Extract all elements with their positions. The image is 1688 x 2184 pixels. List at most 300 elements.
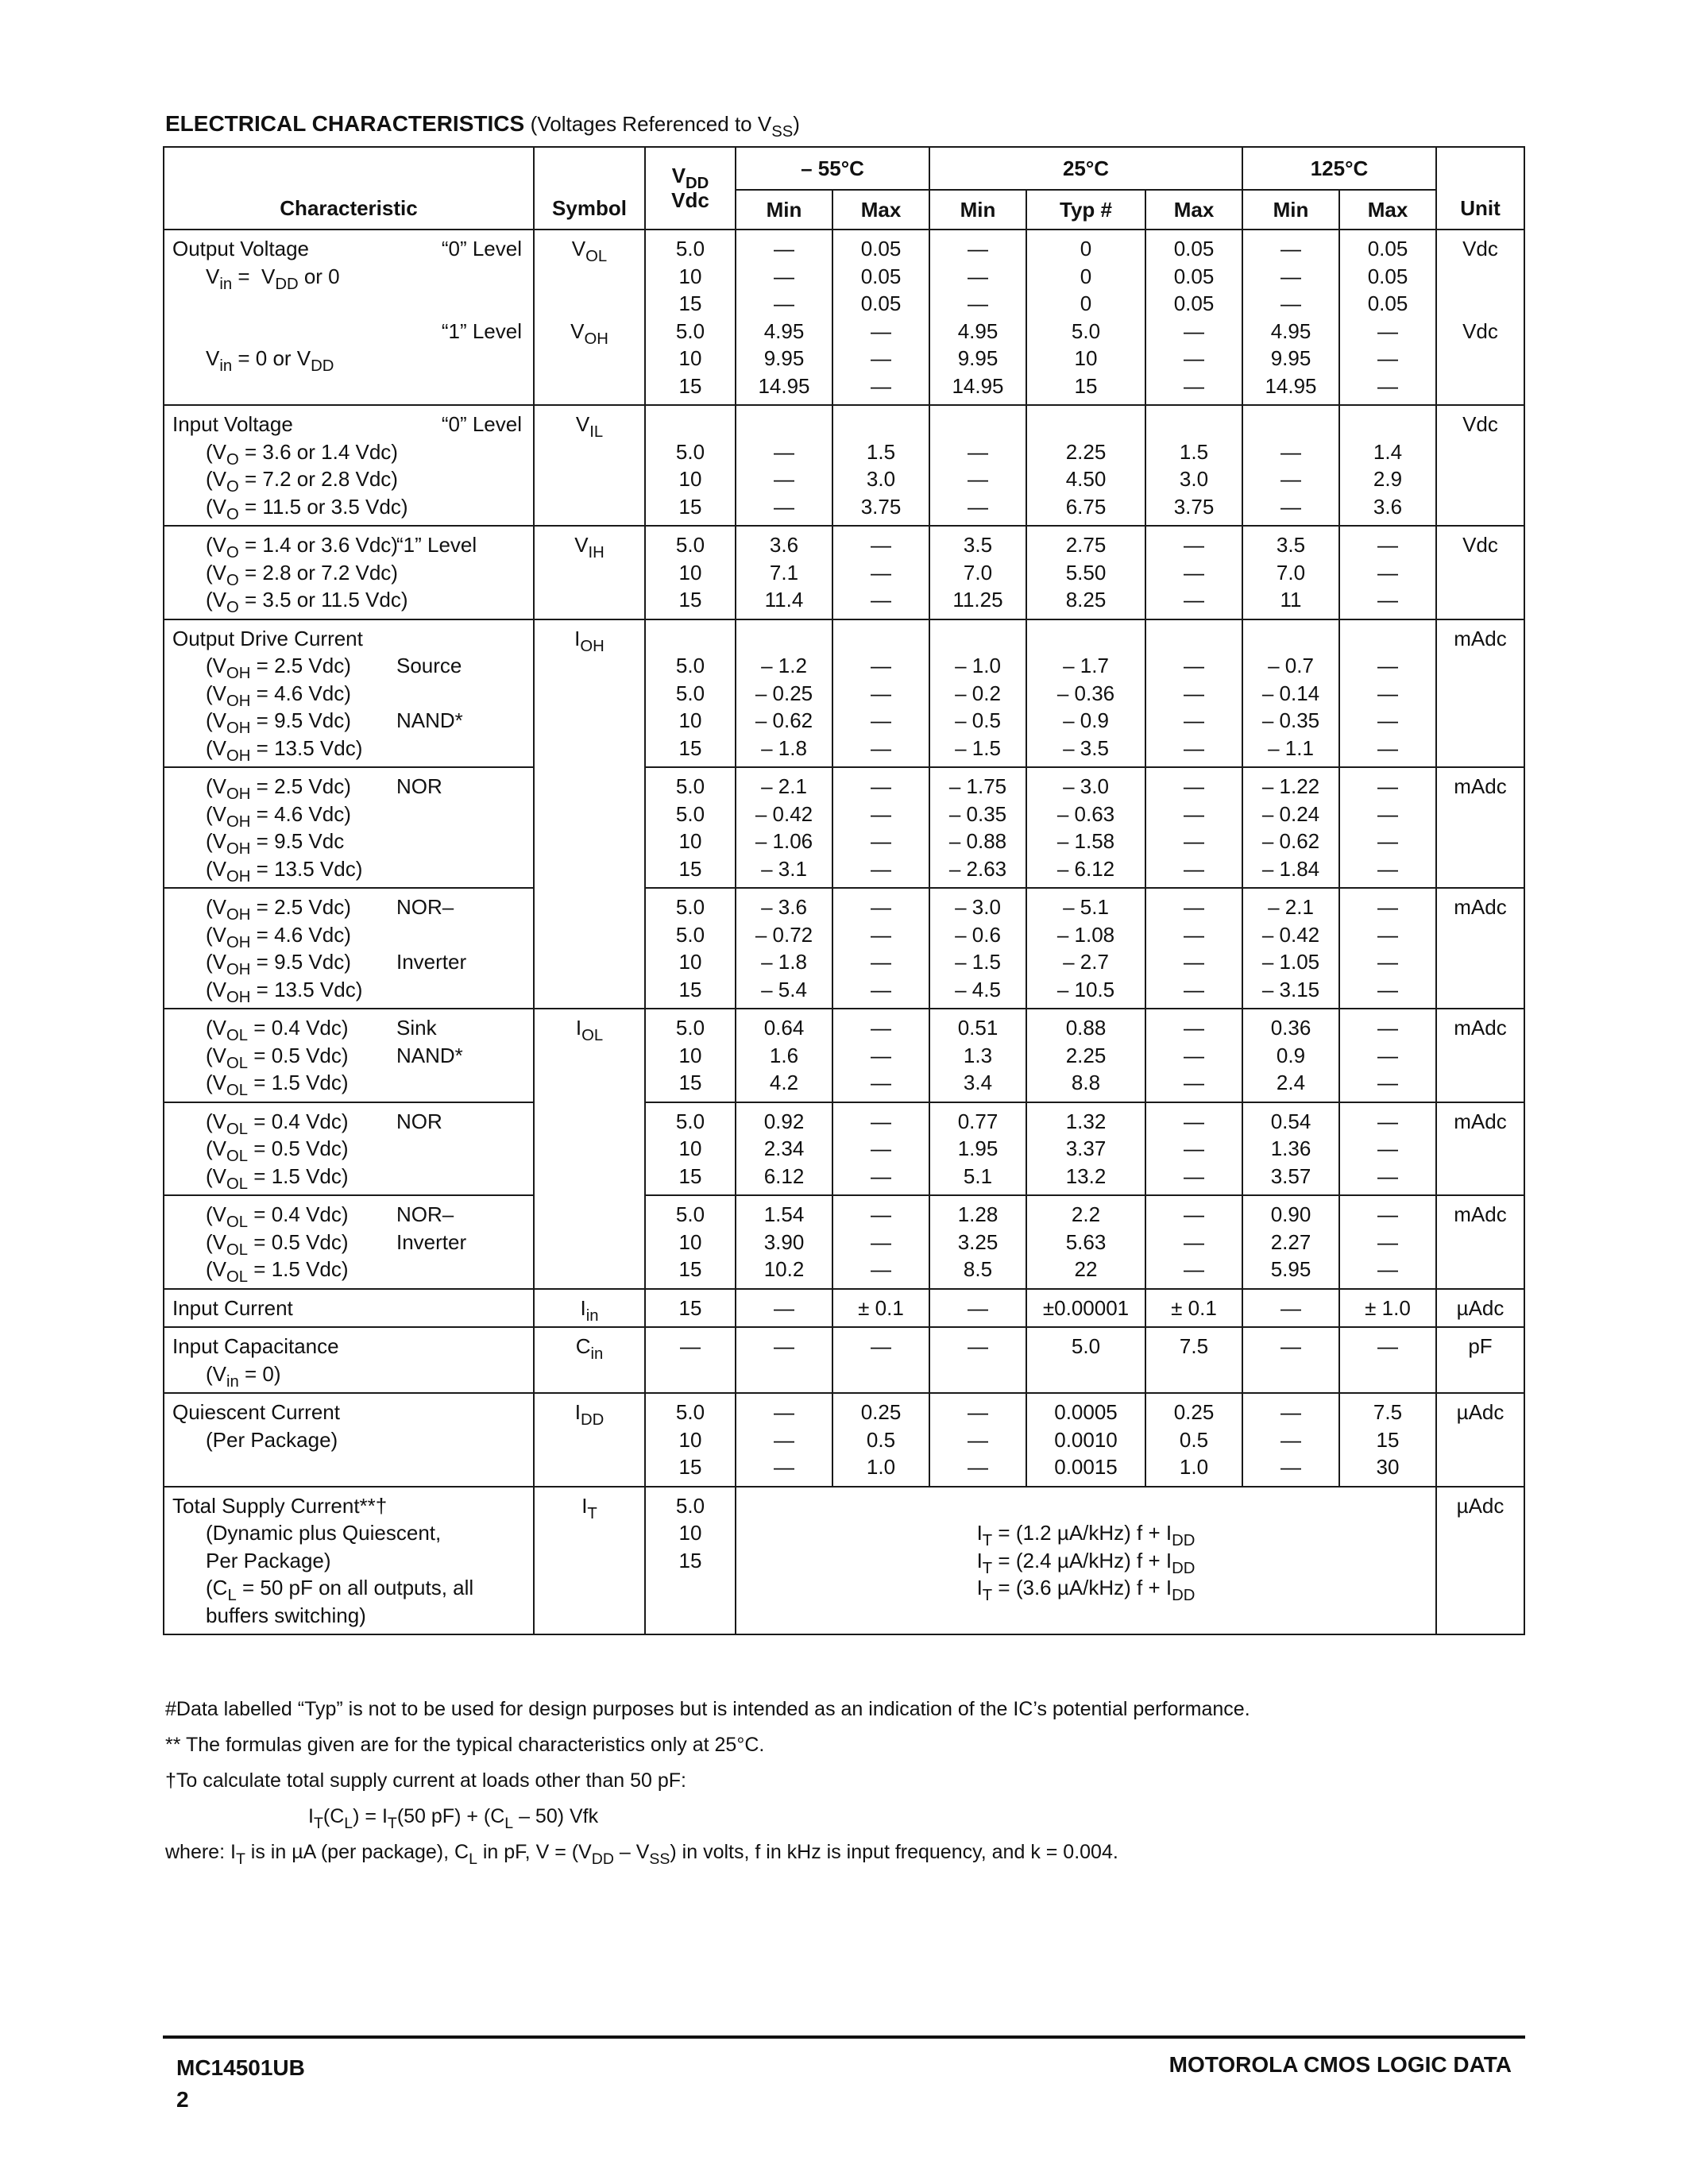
value: 2.2 bbox=[1071, 1202, 1101, 1226]
cell-vdd bbox=[645, 405, 736, 526]
cell-min-minus55: — bbox=[736, 1289, 832, 1328]
cell-vdd bbox=[645, 1195, 736, 1289]
value: – 1.22 bbox=[1261, 774, 1320, 798]
value: 5.0 bbox=[675, 681, 705, 705]
cell-vdd bbox=[645, 1487, 736, 1635]
value: 14.95 bbox=[952, 373, 1004, 398]
value: — bbox=[1377, 708, 1398, 732]
value: 5.0 bbox=[675, 1400, 705, 1424]
value: 15 bbox=[1376, 1427, 1400, 1452]
cell-max-minus55 bbox=[832, 888, 929, 1009]
header-max: Max bbox=[832, 190, 929, 230]
value: 15 bbox=[678, 291, 702, 315]
header-max: Max bbox=[1145, 190, 1242, 230]
cell-max-125 bbox=[1339, 1393, 1436, 1487]
cell-max-25: ± 0.1 bbox=[1145, 1289, 1242, 1328]
value: 0.05 bbox=[1367, 237, 1408, 260]
cell-typ-25 bbox=[1026, 888, 1145, 1009]
row-input-voltage-low bbox=[164, 405, 1524, 526]
value: — bbox=[1377, 1229, 1398, 1254]
cell-symbol: $V_{OL}$ $V_{OH}$ bbox=[534, 230, 645, 405]
cell-characteristic bbox=[164, 1009, 534, 1102]
value: 0.05 bbox=[860, 264, 902, 288]
condition-line: ($V_O = 11.5$ or 3.5 Vdc) bbox=[206, 494, 408, 523]
value: — bbox=[1377, 856, 1398, 881]
value: — bbox=[1377, 1071, 1398, 1094]
page-title: ELECTRICAL CHARACTERISTICS (Voltages Referenced to $V_{SS}$) bbox=[165, 111, 800, 141]
header-temp-125: 125°C bbox=[1242, 147, 1436, 190]
value: — bbox=[1184, 1071, 1204, 1094]
cell-max-minus55 bbox=[832, 1102, 929, 1196]
condition-line: ($V_{OH} = 2.5$ Vdc) NOR bbox=[206, 774, 442, 804]
cell-max-25 bbox=[1145, 1102, 1242, 1196]
condition-line: ($V_{OH} = 13.5$ Vdc) bbox=[206, 977, 363, 1006]
value: — bbox=[871, 829, 891, 853]
condition-line: ($V_{OL} = 0.5$ Vdc) bbox=[206, 1136, 349, 1166]
value: — bbox=[774, 439, 794, 464]
value: — bbox=[1184, 654, 1204, 677]
value: — bbox=[871, 1257, 891, 1281]
cell-unit: mAdc bbox=[1436, 767, 1524, 888]
value: — bbox=[871, 977, 891, 1001]
value: — bbox=[1377, 1043, 1398, 1067]
cell-min-minus55 bbox=[736, 405, 832, 526]
condition-line: ($V_O = 7.2$ or 2.8 Vdc) bbox=[206, 467, 398, 496]
footnote-equation: $I_T(C_L) = I_T(50$ $pF) + (C_L - 50)$ Vfk bbox=[308, 1805, 599, 1832]
cell-typ-25: 5.0 bbox=[1026, 1327, 1145, 1393]
value: 9.95 bbox=[1270, 346, 1311, 370]
cell-min-125: — bbox=[1242, 1327, 1339, 1393]
value: – 1.0 bbox=[955, 654, 1001, 677]
value: 5.1 bbox=[963, 1163, 993, 1188]
value: 3.0 bbox=[1179, 467, 1209, 491]
value: 1.32 bbox=[1065, 1109, 1107, 1133]
condition-line: ($V_{OH} = 2.5$ Vdc) NOR– bbox=[206, 895, 454, 924]
value: — bbox=[1377, 654, 1398, 677]
value: — bbox=[1280, 494, 1301, 519]
value: — bbox=[1184, 318, 1204, 343]
value: 14.95 bbox=[1265, 373, 1317, 398]
value: — bbox=[1184, 1163, 1204, 1188]
cell-typ-25 bbox=[1026, 230, 1145, 405]
value: – 0.2 bbox=[955, 681, 1001, 705]
cell-unit: µAdc bbox=[1436, 1289, 1524, 1328]
cell-min-minus55: — bbox=[736, 1327, 832, 1393]
value: 0.36 bbox=[1270, 1016, 1311, 1040]
cell-unit: mAdc bbox=[1436, 1009, 1524, 1102]
cell-typ-25 bbox=[1026, 1009, 1145, 1102]
value: 5.0 bbox=[675, 318, 705, 343]
value: — bbox=[1184, 774, 1204, 798]
cell-max-125: ± 1.0 bbox=[1339, 1289, 1436, 1328]
value: 3.5 bbox=[1276, 533, 1306, 557]
cell-symbol: $I_{OH}$ bbox=[534, 619, 645, 1009]
cell-typ-25 bbox=[1026, 1393, 1145, 1487]
cell-unit: µAdc bbox=[1436, 1393, 1524, 1487]
cell-max-25 bbox=[1145, 230, 1242, 405]
cell-vdd bbox=[645, 230, 736, 405]
cell-max-125: — bbox=[1339, 1327, 1436, 1393]
value: 3.57 bbox=[1270, 1163, 1311, 1188]
value: 0.05 bbox=[1173, 291, 1215, 315]
value: 5.0 bbox=[675, 801, 705, 826]
value: 5.0 bbox=[675, 439, 705, 464]
value: — bbox=[1377, 346, 1398, 370]
cell-max-125 bbox=[1339, 405, 1436, 526]
value: 0.88 bbox=[1065, 1016, 1107, 1040]
value: 0.51 bbox=[957, 1016, 999, 1040]
value: – 5.4 bbox=[761, 977, 807, 1001]
cell-characteristic: Quiescent Current (Per Package) bbox=[164, 1393, 534, 1487]
cell-vdd bbox=[645, 1393, 736, 1487]
cell-vdd bbox=[645, 526, 736, 619]
value: – 0.62 bbox=[1261, 829, 1320, 853]
value: – 1.5 bbox=[955, 950, 1001, 974]
condition-line: ($V_{OH} = 4.6$ Vdc) bbox=[206, 681, 351, 710]
cell-min-25 bbox=[929, 1009, 1026, 1102]
value: 1.36 bbox=[1270, 1136, 1311, 1160]
value: — bbox=[871, 346, 891, 370]
header-row-1 bbox=[164, 147, 1524, 190]
value: – 0.35 bbox=[1261, 708, 1320, 732]
cell-characteristic bbox=[164, 1102, 534, 1196]
condition-line: ($V_{OL} = 1.5$ Vdc) bbox=[206, 1257, 349, 1287]
cell-unit: Vdc Vdc bbox=[1436, 230, 1524, 405]
value: 15 bbox=[678, 1257, 702, 1281]
cell-unit: µAdc bbox=[1436, 1487, 1524, 1635]
value: – 0.35 bbox=[948, 801, 1007, 826]
cell-max-125 bbox=[1339, 526, 1436, 619]
cell-min-minus55 bbox=[736, 1009, 832, 1102]
value: – 4.5 bbox=[955, 977, 1001, 1001]
value: – 0.5 bbox=[955, 708, 1001, 732]
cell-characteristic bbox=[164, 888, 534, 1009]
value: 4.2 bbox=[769, 1071, 799, 1094]
value: – 2.7 bbox=[1063, 950, 1109, 974]
value: 15 bbox=[678, 735, 702, 760]
value: — bbox=[1184, 708, 1204, 732]
cell-typ-25 bbox=[1026, 619, 1145, 768]
cell-unit: mAdc bbox=[1436, 888, 1524, 1009]
value: – 2.1 bbox=[761, 774, 807, 798]
electrical-characteristics-table bbox=[163, 146, 1525, 1635]
cell-characteristic: Input Current bbox=[164, 1289, 534, 1328]
value: – 0.25 bbox=[755, 681, 813, 705]
value: 15 bbox=[678, 588, 702, 612]
cell-min-minus55 bbox=[736, 888, 832, 1009]
cell-min-minus55 bbox=[736, 526, 832, 619]
cell-max-minus55 bbox=[832, 767, 929, 888]
cell-min-25 bbox=[929, 888, 1026, 1009]
cell-symbol: $I_{OL}$ bbox=[534, 1009, 645, 1289]
value: — bbox=[871, 373, 891, 398]
condition-line: ($V_{OH} = 2.5$ Vdc) Source bbox=[206, 654, 462, 683]
cell-max-25 bbox=[1145, 1009, 1242, 1102]
header-vdd: $V_{DD}$ Vdc bbox=[645, 147, 736, 230]
value: 22 bbox=[1074, 1257, 1098, 1281]
cell-symbol: $I_{DD}$ bbox=[534, 1393, 645, 1487]
cell-min-125 bbox=[1242, 405, 1339, 526]
header-unit: Unit bbox=[1436, 147, 1524, 230]
value: — bbox=[968, 1400, 988, 1424]
cell-max-25 bbox=[1145, 767, 1242, 888]
value: 10 bbox=[678, 950, 702, 974]
value: — bbox=[1377, 950, 1398, 974]
value: — bbox=[968, 237, 988, 260]
value: — bbox=[1184, 829, 1204, 853]
value: 0.9 bbox=[1276, 1043, 1306, 1067]
value: — bbox=[1184, 922, 1204, 947]
cell-min-minus55 bbox=[736, 1102, 832, 1196]
value: 0.64 bbox=[763, 1016, 805, 1040]
value: — bbox=[968, 264, 988, 288]
header-temp-25: 25°C bbox=[929, 147, 1242, 190]
value: 7.1 bbox=[769, 560, 799, 585]
value: — bbox=[871, 801, 891, 826]
value: 10 bbox=[678, 1136, 702, 1160]
cell-min-25 bbox=[929, 405, 1026, 526]
value: — bbox=[871, 735, 891, 760]
value: – 0.63 bbox=[1056, 801, 1115, 826]
value: — bbox=[1280, 1400, 1301, 1424]
cell-max-125 bbox=[1339, 1195, 1436, 1289]
cell-characteristic bbox=[164, 1195, 534, 1289]
footnotes bbox=[165, 1692, 1250, 1870]
row-output-drive-sink-nand bbox=[164, 1009, 1524, 1102]
cell-min-minus55 bbox=[736, 1393, 832, 1487]
value: — bbox=[1377, 1202, 1398, 1226]
value: 4.95 bbox=[957, 318, 999, 343]
value: 1.5 bbox=[866, 439, 896, 464]
value: — bbox=[774, 291, 794, 315]
condition-line: ($V_{OH} = 9.5$ Vdc bbox=[206, 829, 345, 859]
cell-min-25 bbox=[929, 1393, 1026, 1487]
cell-max-25 bbox=[1145, 888, 1242, 1009]
value: — bbox=[1184, 977, 1204, 1001]
value: 0 bbox=[1080, 264, 1092, 288]
value: – 0.24 bbox=[1261, 801, 1320, 826]
value: 4.95 bbox=[1270, 318, 1311, 343]
value: — bbox=[871, 681, 891, 705]
cell-min-125 bbox=[1242, 230, 1339, 405]
cell-max-125 bbox=[1339, 767, 1436, 888]
value: — bbox=[1377, 681, 1398, 705]
value: – 0.6 bbox=[955, 922, 1001, 947]
value: — bbox=[1184, 856, 1204, 881]
value: — bbox=[871, 318, 891, 343]
value: 3.25 bbox=[957, 1229, 999, 1254]
row-total-supply-current bbox=[164, 1487, 1524, 1635]
value: 15 bbox=[678, 373, 702, 398]
condition-line: ($V_{OH} = 9.5$ Vdc) Inverter bbox=[206, 950, 467, 979]
cell-min-25 bbox=[929, 1195, 1026, 1289]
value: — bbox=[968, 291, 988, 315]
row-input-voltage-high bbox=[164, 526, 1524, 619]
value: — bbox=[774, 237, 794, 260]
value: 5.0 bbox=[675, 1493, 705, 1518]
value: 14.95 bbox=[758, 373, 810, 398]
value: — bbox=[1184, 735, 1204, 760]
value: — bbox=[1184, 801, 1204, 826]
value: 10 bbox=[678, 829, 702, 853]
value: – 1.8 bbox=[761, 735, 807, 760]
value: 5.0 bbox=[675, 1202, 705, 1226]
condition-line: ($V_{OL} = 0.5$ Vdc) NAND* bbox=[206, 1043, 463, 1072]
value: 8.8 bbox=[1071, 1071, 1101, 1094]
value: 0.05 bbox=[1367, 264, 1408, 288]
value: 5.0 bbox=[675, 895, 705, 919]
value: 0.05 bbox=[860, 237, 902, 260]
value: 5.0 bbox=[675, 1016, 705, 1040]
value: — bbox=[1184, 560, 1204, 585]
value: – 3.6 bbox=[761, 895, 807, 919]
value: 15 bbox=[1074, 373, 1098, 398]
value: 5.63 bbox=[1065, 1229, 1107, 1254]
value: 0.5 bbox=[866, 1427, 896, 1452]
value: 0.25 bbox=[1173, 1400, 1215, 1424]
value: — bbox=[1184, 1109, 1204, 1133]
condition-line: ($V_{OH} = 9.5$ Vdc) NAND* bbox=[206, 708, 463, 738]
value: 0.05 bbox=[1173, 264, 1215, 288]
cell-max-minus55 bbox=[832, 526, 929, 619]
cell-min-minus55 bbox=[736, 230, 832, 405]
condition-line: ($V_{OL} = 1.5$ Vdc) bbox=[206, 1071, 349, 1100]
value: — bbox=[1377, 801, 1398, 826]
value: — bbox=[1377, 1257, 1398, 1281]
cell-unit: Vdc bbox=[1436, 405, 1524, 526]
formula-line: $I_T = (3.6$ µA/kHz) $f + I_{DD}$ bbox=[976, 1576, 1196, 1605]
cell-typ-25 bbox=[1026, 1195, 1145, 1289]
cell-vdd: — bbox=[645, 1327, 736, 1393]
value: — bbox=[1377, 1016, 1398, 1040]
cell-max-25 bbox=[1145, 405, 1242, 526]
value: 15 bbox=[678, 1455, 702, 1479]
footnote-supply-current: †To calculate total supply current at loads other than 50 pF: bbox=[165, 1769, 686, 1792]
cell-max-minus55: — bbox=[832, 1327, 929, 1393]
value: — bbox=[1377, 560, 1398, 585]
value: — bbox=[968, 439, 988, 464]
value: – 3.1 bbox=[761, 856, 807, 881]
cell-min-125 bbox=[1242, 1393, 1339, 1487]
cell-max-125 bbox=[1339, 1102, 1436, 1196]
value: — bbox=[1377, 774, 1398, 798]
value: 0.5 bbox=[1179, 1427, 1209, 1452]
value: 10 bbox=[678, 708, 702, 732]
row-input-capacitance bbox=[164, 1327, 1524, 1393]
value: — bbox=[774, 1455, 794, 1479]
value: 15 bbox=[678, 856, 702, 881]
value: 5.0 bbox=[1071, 318, 1101, 343]
cell-vdd bbox=[645, 619, 736, 768]
value: 10.2 bbox=[763, 1257, 805, 1281]
value: 3.37 bbox=[1065, 1136, 1107, 1160]
value: – 0.42 bbox=[1261, 922, 1320, 947]
cell-characteristic: Output Voltage “0” Level $V_{in} = V_{DD}$ or 0 “1” Level $V_{in} = 0$ or $V_{DD}$ bbox=[164, 230, 534, 405]
value: — bbox=[871, 1202, 891, 1226]
value: 7.0 bbox=[963, 560, 993, 585]
header-max: Max bbox=[1339, 190, 1436, 230]
value: — bbox=[871, 1136, 891, 1160]
value: – 1.58 bbox=[1056, 829, 1115, 853]
cell-unit: mAdc bbox=[1436, 619, 1524, 768]
value: 3.5 bbox=[963, 533, 993, 557]
cell-max-125 bbox=[1339, 619, 1436, 768]
condition-line: ($V_{OL} = 0.4$ Vdc) NOR– bbox=[206, 1202, 454, 1232]
cell-max-minus55 bbox=[832, 619, 929, 768]
value: – 0.14 bbox=[1261, 681, 1320, 705]
cell-typ-25 bbox=[1026, 526, 1145, 619]
value: – 1.06 bbox=[755, 829, 813, 853]
value: 10 bbox=[678, 1427, 702, 1452]
value: — bbox=[774, 1400, 794, 1424]
cell-min-minus55 bbox=[736, 619, 832, 768]
value: — bbox=[871, 588, 891, 612]
value: 3.75 bbox=[1173, 494, 1215, 519]
footnote-typ: #Data labelled “Typ” is not to be used for design purposes but is intended as an indication of the IC’s potential performance. bbox=[165, 1698, 1250, 1720]
value: 15 bbox=[678, 977, 702, 1001]
value: 0.0015 bbox=[1054, 1455, 1118, 1479]
value: — bbox=[1280, 1427, 1301, 1452]
value: 4.50 bbox=[1065, 467, 1107, 491]
value: — bbox=[1280, 237, 1301, 260]
cell-max-minus55 bbox=[832, 1009, 929, 1102]
value: 11 bbox=[1280, 588, 1302, 612]
cell-vdd: 15 bbox=[645, 1289, 736, 1328]
row-input-current bbox=[164, 1289, 1524, 1328]
value: 3.6 bbox=[1373, 494, 1403, 519]
value: — bbox=[968, 467, 988, 491]
value: 5.0 bbox=[675, 774, 705, 798]
value: 0.0010 bbox=[1054, 1427, 1118, 1452]
value: 0.05 bbox=[860, 291, 902, 315]
value: — bbox=[871, 895, 891, 919]
cell-max-minus55: ± 0.1 bbox=[832, 1289, 929, 1328]
value: 3.6 bbox=[769, 533, 799, 557]
value: 7.5 bbox=[1373, 1400, 1403, 1424]
cell-typ-25 bbox=[1026, 767, 1145, 888]
cell-typ-25 bbox=[1026, 405, 1145, 526]
cell-max-25 bbox=[1145, 1393, 1242, 1487]
value: 4.95 bbox=[763, 318, 805, 343]
value: 2.27 bbox=[1270, 1229, 1311, 1254]
value: 0 bbox=[1080, 291, 1092, 315]
value: — bbox=[1377, 533, 1398, 557]
value: – 1.2 bbox=[761, 654, 807, 677]
value: 1.4 bbox=[1373, 439, 1403, 464]
value: — bbox=[1377, 895, 1398, 919]
value: — bbox=[1377, 1136, 1398, 1160]
footer-part-number: MC14501UB 2 bbox=[176, 2055, 305, 2112]
value: — bbox=[871, 774, 891, 798]
value: — bbox=[871, 1071, 891, 1094]
cell-max-125 bbox=[1339, 1009, 1436, 1102]
condition-line: ($V_{OH} = 4.6$ Vdc) bbox=[206, 801, 351, 831]
value: – 2.1 bbox=[1268, 895, 1314, 919]
value: – 0.7 bbox=[1268, 654, 1314, 677]
value: — bbox=[968, 1427, 988, 1452]
cell-min-25 bbox=[929, 767, 1026, 888]
value: 0.92 bbox=[763, 1109, 805, 1133]
value: 5.0 bbox=[675, 533, 705, 557]
value: — bbox=[871, 708, 891, 732]
value: — bbox=[871, 950, 891, 974]
value: 2.75 bbox=[1065, 533, 1107, 557]
row-output-drive-source-nor-inverter bbox=[164, 888, 1524, 1009]
value: 2.34 bbox=[763, 1136, 805, 1160]
value: 15 bbox=[678, 494, 702, 519]
value: — bbox=[1377, 829, 1398, 853]
header-characteristic: Characteristic bbox=[164, 147, 534, 230]
